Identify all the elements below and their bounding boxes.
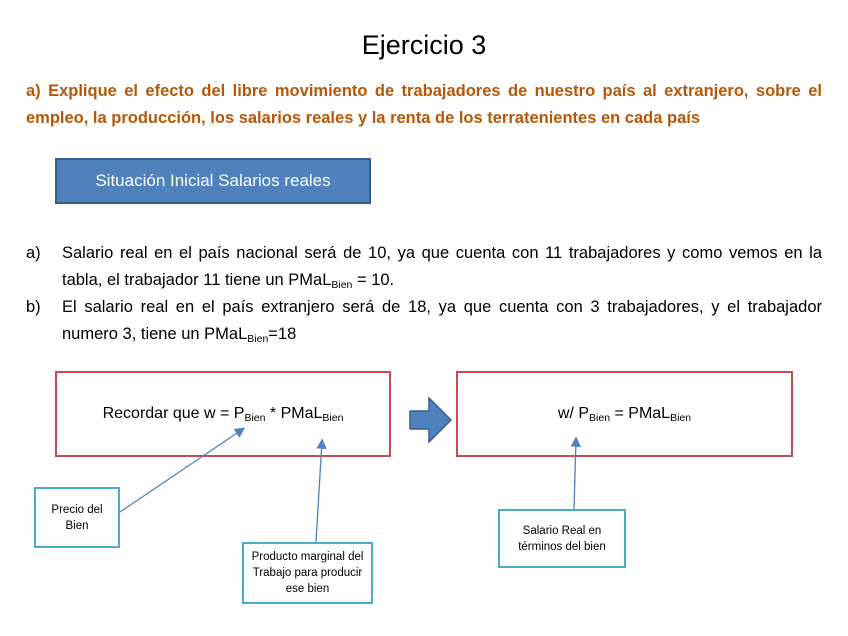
formula-wage: Recordar que $w = P_{Bien}$ * PMaL$_{Bien}$ [102, 405, 344, 424]
slide-title: Ejercicio 3 [361, 30, 487, 60]
list-marker: a) [26, 244, 41, 262]
question-text: a) Explique el efecto del libre movimiento de trabajadores de nuestro país al extranjero, sobre el empleo, la producción, los salarios reales y la renta de los terratenientes en cada país [26, 82, 822, 127]
callout-salario-real [498, 509, 626, 568]
pointer-arrow-salario [574, 439, 576, 509]
list-item-text: El salario real en el país extranjero será de 18, ya que cuenta con 3 trabajadores, y el trabajador numero 3, tiene un PMaL$_{Bien}$=18 [62, 298, 822, 345]
list-item-text: Salario real en el país nacional será de 10, ya que cuenta con 11 trabajadores y como vemos en la tabla, el trabajador 11 tiene un PMaL$_{Bien}$ = 10. [62, 244, 822, 291]
formula-real-wage: w/ $P_{Bien}$ = PMaL$_{Bien}$ [557, 405, 692, 424]
pointer-arrow-precio [120, 429, 243, 512]
callout-text: Precio del Bien [51, 503, 103, 532]
callout-producto-marginal [242, 542, 373, 604]
callout-text: Salario Real en términos del bien [518, 524, 606, 553]
callout-precio-bien [34, 487, 120, 548]
block-arrow-right-icon [410, 398, 451, 442]
list-marker: b) [26, 298, 41, 316]
callout-text: Producto marginal del Trabajo para producir ese bien [251, 551, 364, 595]
banner-label: Situación Inicial Salarios reales [95, 171, 331, 190]
pointer-arrow-pmal [316, 441, 322, 542]
